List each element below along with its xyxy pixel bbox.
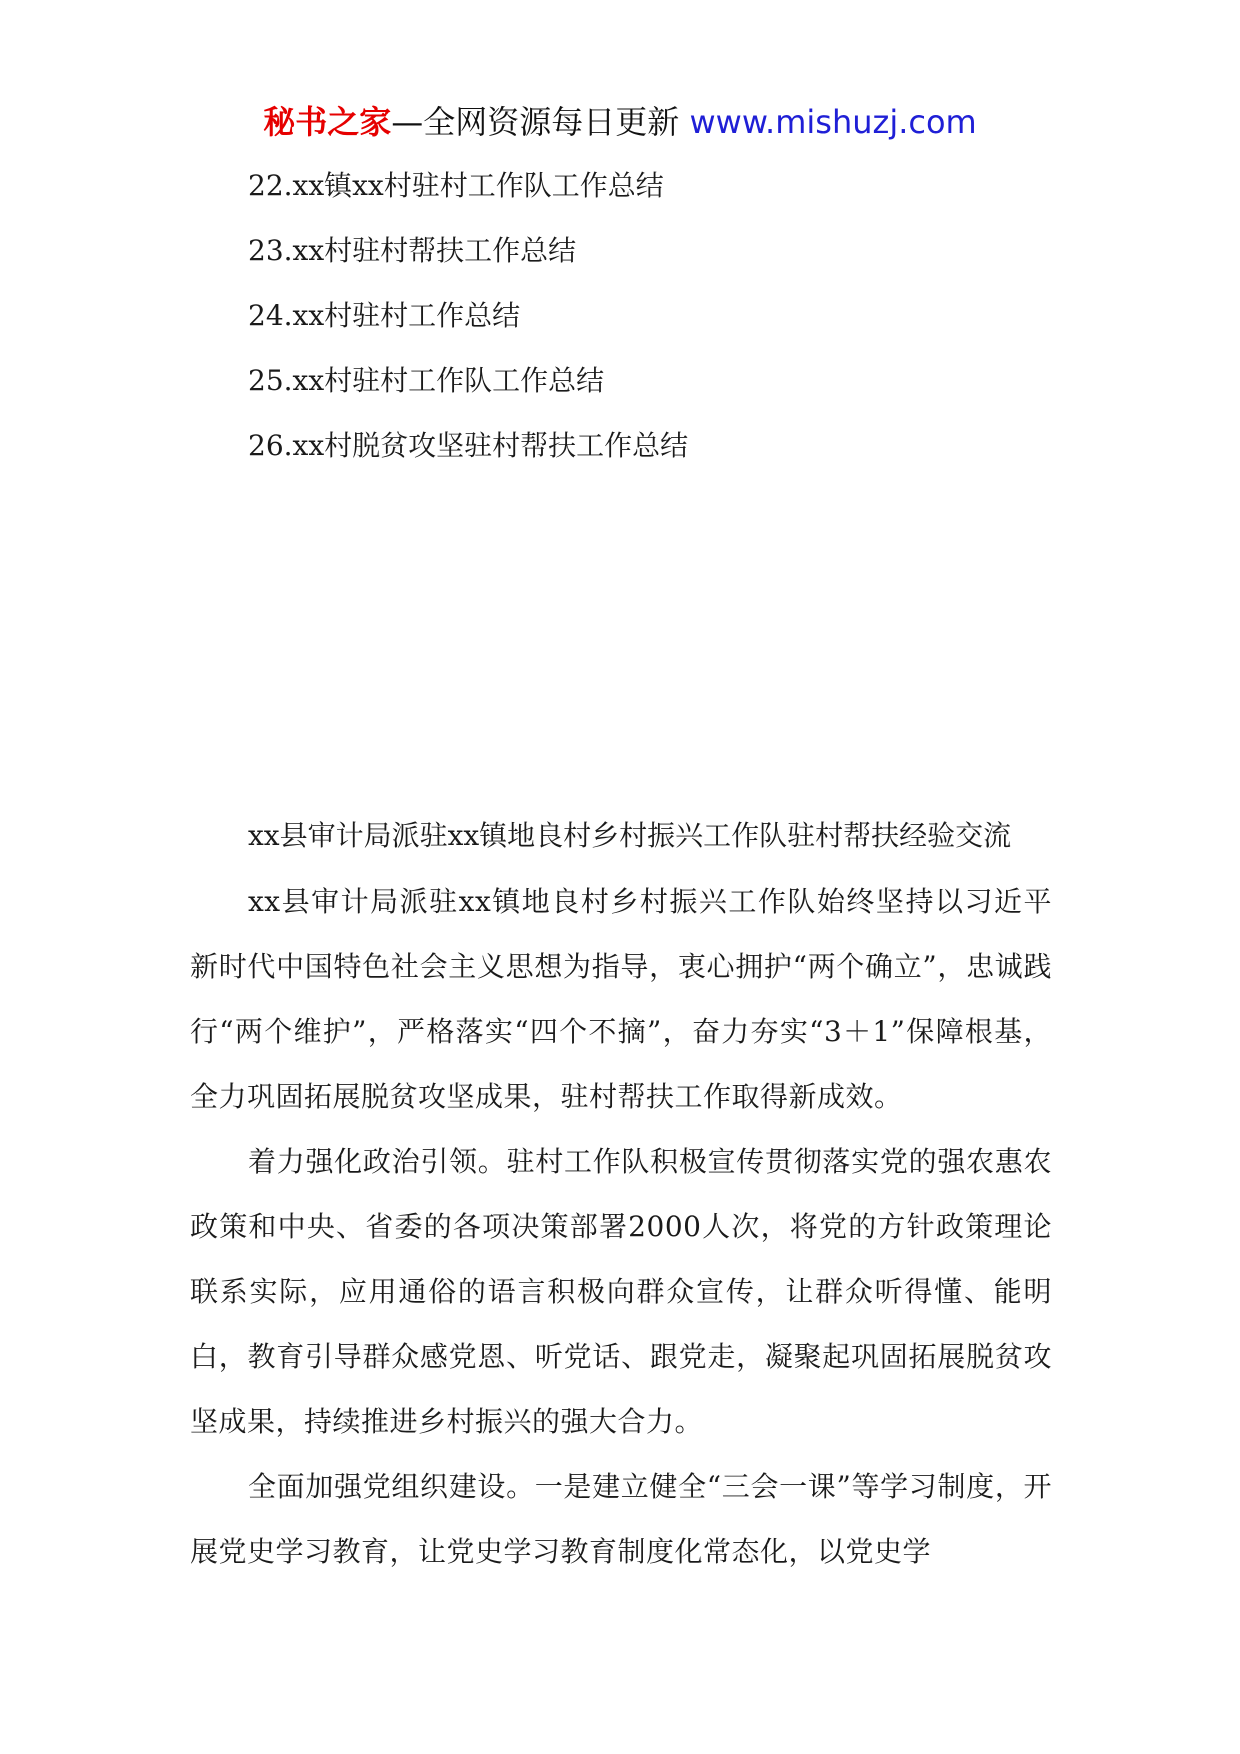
toc-item: 25.xx村驻村工作队工作总结 xyxy=(248,364,605,397)
article-paragraph: 着力强化政治引领。驻村工作队积极宣传贯彻落实党的强农惠农政策和中央、省委的各项决策部署2000人次，将党的方针政策理论联系实际，应用通俗的语言积极向群众宣传，让群众听得懂、能明白，教育引导群众感党恩、听党话、跟党走，凝聚起巩固拓展脱贫攻坚成果，持续推进乡村振兴的强大合力。 xyxy=(190,1145,1052,1438)
toc-item: 22.xx镇xx村驻村工作队工作总结 xyxy=(248,169,664,202)
article xyxy=(190,818,1052,1584)
toc-item: 26.xx村脱贫攻坚驻村帮扶工作总结 xyxy=(248,429,689,462)
article-paragraph: 全面加强党组织建设。一是建立健全“三会一课”等学习制度，开展党史学习教育，让党史学习教育制度化常态化，以党史学 xyxy=(190,1470,1052,1568)
toc-list xyxy=(248,168,688,493)
toc-item: 24.xx村驻村工作总结 xyxy=(248,299,521,332)
header-slogan: —全网资源每日更新 xyxy=(391,103,690,141)
header-url-link[interactable]: www.mishuzj.com xyxy=(689,103,977,141)
page-header xyxy=(0,102,1240,142)
toc-item: 23.xx村驻村帮扶工作总结 xyxy=(248,234,577,267)
article-title: xx县审计局派驻xx镇地良村乡村振兴工作队驻村帮扶经验交流 xyxy=(248,819,1012,852)
article-paragraph: xx县审计局派驻xx镇地良村乡村振兴工作队始终坚持以习近平新时代中国特色社会主义思想为指导，衷心拥护“两个确立”，忠诚践行“两个维护”，严格落实“四个不摘”，奋力夯实“3＋1”保障根基，全力巩固拓展脱贫攻坚成果，驻村帮扶工作取得新成效。 xyxy=(190,885,1052,1113)
header-brand: 秘书之家 xyxy=(263,103,392,141)
